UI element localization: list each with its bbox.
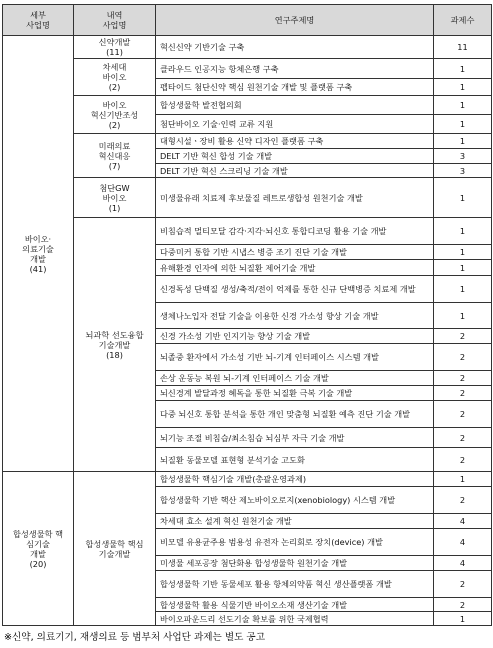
topic-cell: 다중미커 통합 기반 시냅스 병증 조기 진단 기술 개발 [156,245,434,260]
topic-cell: 뇌졸중 환자에서 가소성 기반 뇌-기계 인터페이스 시스템 개발 [156,344,434,371]
header-task-count: 과제수 [434,5,492,36]
topic-cell: 뇌신경계 발달과정 혜독을 통한 뇌질환 극복 기술 개발 [156,386,434,401]
topic-cell: 바이오파운드리 선도기술 확보를 위한 국제협력 [156,612,434,626]
count-cell: 1 [434,276,492,303]
topic-cell: 펩타이드 첨단신약 핵심 원천기술 개발 및 플랫폼 구축 [156,79,434,96]
header-detail-project: 세부 사업명 [3,5,74,36]
header-sub-project: 내역 사업명 [74,5,156,36]
count-cell: 1 [434,115,492,134]
topic-cell: 생체나노입자 전달 기술을 이용한 신경 가소성 향상 기술 개발 [156,303,434,329]
topic-cell: 합성생물학 활용 식물기반 바이오소재 생산기술 개발 [156,598,434,612]
count-cell: 2 [434,386,492,401]
count-cell: 1 [434,218,492,245]
topic-cell: 미생물 세포공장 첨단화용 합성생물학 원천기술 개발 [156,556,434,571]
topic-cell: 합성생물학 기반 핵산 제노바이오로지(xenobiology) 시스템 개발 [156,487,434,514]
topic-cell: 유해환경 인자에 의한 뇌질환 제어기술 개발 [156,260,434,276]
topic-cell: 다중 뇌신호 통합 분석을 통한 개인 맞춤형 뇌질환 예측 진단 기술 개발 [156,401,434,428]
count-cell: 3 [434,164,492,178]
group-name-bio-medical: 바이오· 의료기술 개발 (41) [3,36,74,472]
topic-cell: 미생물유래 치료제 후보물질 레트로생합성 원천기술 개발 [156,178,434,218]
count-cell: 2 [434,329,492,344]
table-row [3,134,492,149]
table-row [3,178,492,218]
count-cell: 1 [434,303,492,329]
subgroup-name: 합성생물학 핵심 기술개발 [74,472,156,626]
subgroup-name: 신약개발 (11) [74,36,156,59]
subgroup-name: 차세대 바이오 (2) [74,59,156,96]
count-cell: 1 [434,178,492,218]
count-cell: 1 [434,96,492,115]
count-cell: 4 [434,514,492,529]
topic-cell: 뇌질환 동물모델 표현형 분석기술 고도화 [156,448,434,472]
topic-cell: 클라우드 인공지능 항체은행 구축 [156,59,434,79]
subgroup-name: 바이오 혁신기반조성 (2) [74,96,156,134]
count-cell: 2 [434,428,492,448]
topic-cell: 손상 운동능 복원 뇌-기계 인터페이스 기술 개발 [156,371,434,386]
topic-cell: 비모델 유용균주용 범용성 유전자 논리회로 장치(device) 개발 [156,529,434,556]
table-row [3,96,492,115]
topic-cell: 신경독성 단백질 생성/축적/전이 억제를 통한 신규 단백병증 치료제 개발 [156,276,434,303]
topic-cell: 뇌기능 조절 비침습/최소침습 뇌심부 자극 기술 개발 [156,428,434,448]
count-cell: 1 [434,79,492,96]
count-cell: 1 [434,59,492,79]
count-cell: 1 [434,472,492,487]
group-name-synthetic-biology: 합성생물학 핵 심기술 개발 (20) [3,472,74,626]
topic-cell: DELT 기반 혁신 합성 기술 개발 [156,149,434,164]
subgroup-name: 뇌과학 선도융합 기술개발 (18) [74,218,156,472]
table-row [3,36,492,59]
topic-cell: 비침습적 멀티모달 감각·지각·뇌신호 통합디코딩 활용 기술 개발 [156,218,434,245]
count-cell: 1 [434,245,492,260]
topic-cell: 혁신신약 기반기술 구축 [156,36,434,59]
table-header [3,5,492,36]
topic-cell: 합성생물학 발전협의회 [156,96,434,115]
table-body [3,36,492,626]
topic-cell: 대형시설ㆍ장비 활용 신약 디자인 플랫폼 구축 [156,134,434,149]
subgroup-name: 첨단GW 바이오 (1) [74,178,156,218]
subgroup-name: 미래의료 혁신대응 (7) [74,134,156,178]
count-cell: 1 [434,612,492,626]
header-research-topic: 연구주제명 [156,5,434,36]
count-cell: 11 [434,36,492,59]
footnote: ※신약, 의료기기, 재생의료 등 범부처 사업단 과제는 별도 공고 [4,632,265,643]
count-cell: 2 [434,487,492,514]
topic-cell: DELT 기반 혁신 스크리닝 기술 개발 [156,164,434,178]
count-cell: 2 [434,598,492,612]
count-cell: 1 [434,260,492,276]
count-cell: 4 [434,556,492,571]
topic-cell: 첨단바이오 기술·인력 교류 지원 [156,115,434,134]
count-cell: 2 [434,344,492,371]
table-row [3,472,492,487]
topic-cell: 신경 가소성 기반 인지기능 향상 기술 개발 [156,329,434,344]
research-topics-table [2,4,492,626]
count-cell: 2 [434,448,492,472]
topic-cell: 합성생물학 핵심기술 개발(총괄운영과제) [156,472,434,487]
count-cell: 1 [434,134,492,149]
table-row [3,218,492,245]
topic-cell: 차세대 효소 설계 혁신 원천기술 개발 [156,514,434,529]
count-cell: 2 [434,371,492,386]
count-cell: 2 [434,401,492,428]
table-row [3,59,492,79]
topic-cell: 합성생물학 기반 동물세포 활용 항체의약품 혁신 생산플랫폼 개발 [156,571,434,598]
header-row [3,5,492,36]
count-cell: 3 [434,149,492,164]
count-cell: 4 [434,529,492,556]
count-cell: 2 [434,571,492,598]
